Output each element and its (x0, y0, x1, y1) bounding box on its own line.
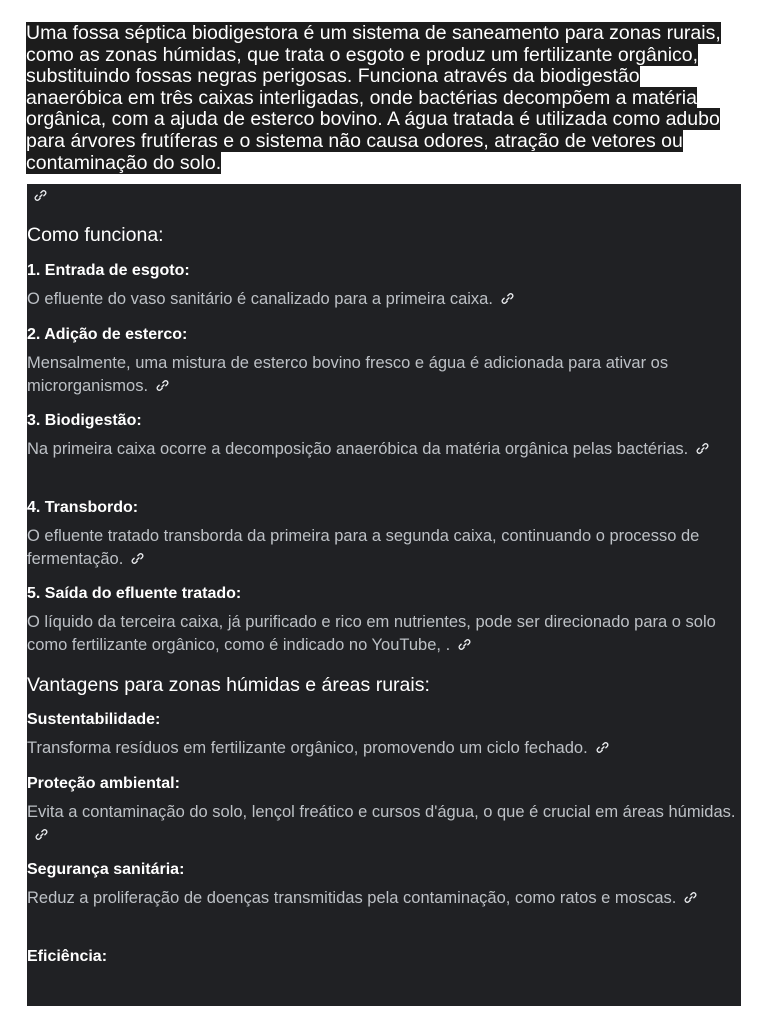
step-3 (27, 411, 739, 461)
step-text-content: O líquido da terceira caixa, já purificado e rico em nutrientes, pode ser direcionado para o solo como fertilizante orgânico, como é indicado no YouTube, . (27, 613, 716, 654)
step-text (27, 525, 739, 570)
advantage-title: Eficiência: (27, 948, 108, 965)
link-icon[interactable] (696, 442, 709, 456)
step-text (27, 288, 739, 311)
link-icon[interactable] (684, 891, 697, 905)
advantage-text-content: Reduz a proliferação de doenças transmitidas pela contaminação, como ratos e moscas. (27, 889, 677, 907)
advantage-text (27, 737, 739, 760)
advantage-text-content: Evita a contaminação do solo, lençol freático e cursos d'água, o que é crucial em áreas húmidas. (27, 803, 736, 821)
step-title: 2. Adição de esterco: (27, 326, 188, 343)
step-title: 4. Transbordo: (27, 499, 139, 516)
link-icon[interactable] (501, 292, 514, 306)
step-title: 1. Entrada de esgoto: (27, 262, 190, 279)
step-text (27, 438, 739, 461)
step-title: 3. Biodigestão: (27, 412, 142, 429)
step-text-content: Mensalmente, uma mistura de esterco bovino fresco e água é adicionada para ativar os microrganismos. (27, 354, 669, 395)
link-icon[interactable] (35, 828, 48, 842)
advantage-text (27, 887, 739, 910)
step-text (27, 611, 739, 656)
advantages-heading: Vantagens para zonas húmidas e áreas rurais: (27, 674, 430, 696)
step-1 (27, 261, 739, 311)
advantage-3 (27, 860, 739, 910)
step-text-content: Na primeira caixa ocorre a decomposição anaeróbica da matéria orgânica pelas bactérias. (27, 440, 689, 458)
advantage-title: Segurança sanitária: (27, 861, 185, 878)
link-icon[interactable] (131, 552, 144, 566)
link-icon[interactable] (156, 379, 169, 393)
step-4 (27, 498, 739, 570)
how-it-works-heading: Como funciona: (27, 224, 164, 246)
intro-text: Uma fossa séptica biodigestora é um sistema de saneamento para zonas rurais, como as zonas húmidas, que trata o esgoto e produz um fertilizante orgânico, substituindo fossas negras perigosas. Funciona através da biodigestão anaeróbica em três caixas interligadas, onde bactérias decompõem a matéria orgânica, com a ajuda de esterco bovino. A água tratada é utilizada como adubo para árvores frutíferas e o sistema não causa odores, atração de vetores ou contaminação do solo. (26, 22, 721, 174)
answer-panel (27, 184, 741, 1006)
intro-paragraph (26, 23, 738, 174)
advantage-title: Sustentabilidade: (27, 711, 161, 728)
link-icon[interactable] (458, 638, 471, 652)
advantage-text (27, 801, 739, 846)
advantage-text-content: Transforma resíduos em fertilizante orgânico, promovendo um ciclo fechado. (27, 739, 588, 757)
advantage-4 (27, 947, 739, 967)
step-5 (27, 584, 739, 656)
step-2 (27, 325, 739, 397)
step-text-content: O efluente tratado transborda da primeira para a segunda caixa, continuando o processo de fermentação. (27, 527, 700, 568)
step-text-content: O efluente do vaso sanitário é canalizado para a primeira caixa. (27, 290, 493, 308)
advantage-title: Proteção ambiental: (27, 775, 180, 792)
step-text (27, 352, 739, 397)
link-icon[interactable] (34, 189, 47, 203)
advantage-2 (27, 774, 739, 846)
step-title: 5. Saída do efluente tratado: (27, 585, 242, 602)
link-icon[interactable] (596, 741, 609, 755)
advantage-1 (27, 710, 739, 760)
